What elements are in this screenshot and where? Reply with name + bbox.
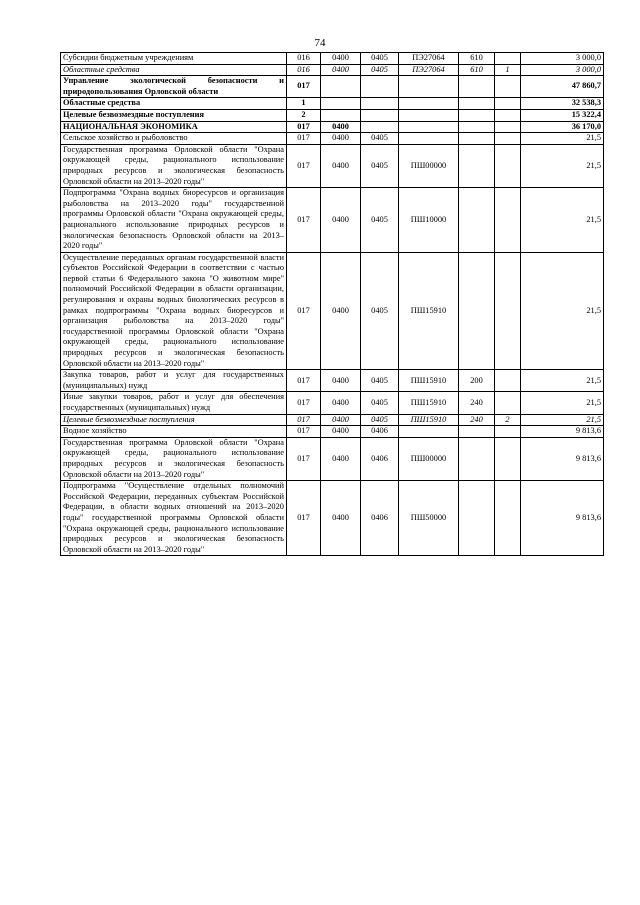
cell-subsection-code: 0405 <box>361 188 399 253</box>
cell-funding-source <box>495 121 521 133</box>
cell-name: Государственная программа Орловской области "Охрана окружающей среды, рационального использование природных ресурсов и экологическая безопасность Орловской области на 2013–2020 годы" <box>61 437 287 480</box>
cell-amount: 9 813,6 <box>521 437 604 480</box>
cell-expense-type: 200 <box>459 370 495 392</box>
cell-funding-source <box>495 481 521 556</box>
cell-target-article <box>399 121 459 133</box>
cell-target-article <box>399 426 459 438</box>
cell-funding-source <box>495 392 521 414</box>
cell-name: Целевые безвозмездные поступления <box>61 414 287 426</box>
cell-amount: 9 813,6 <box>521 481 604 556</box>
cell-target-article <box>399 98 459 110</box>
cell-name: Осуществление переданных органам государственной власти субъектов Российской Федерации в соответствии с частью первой статьи 6 Федерального закона "О животном мире" полномочий Российской Федерации в области организации, регулирования и охраны водных биологических ресурсов в рамках подпрограммы "Охрана водных биоресурсов и организация рыболовства на 2013–2020 годы" государственной программы Орловской области "Охрана окружающей среды, рационального использование природных ресурсов и экологическая безопасность Орловской области на 2013–2020 годы" <box>61 252 287 370</box>
cell-expense-type <box>459 188 495 253</box>
cell-amount: 21,5 <box>521 188 604 253</box>
cell-target-article: ПШ15910 <box>399 370 459 392</box>
cell-amount: 21,5 <box>521 252 604 370</box>
cell-subsection-code: 0405 <box>361 133 399 145</box>
table-row <box>61 414 604 426</box>
cell-amount: 15 322,4 <box>521 109 604 121</box>
cell-subsection-code: 0406 <box>361 426 399 438</box>
cell-funding-source <box>495 109 521 121</box>
cell-funding-source <box>495 426 521 438</box>
cell-name: Целевые безвозмездные поступления <box>61 109 287 121</box>
cell-ministry-code: 017 <box>287 144 321 187</box>
cell-target-article: ПШ00000 <box>399 144 459 187</box>
cell-amount: 47 860,7 <box>521 76 604 98</box>
cell-name: Областные средства <box>61 64 287 76</box>
cell-funding-source <box>495 437 521 480</box>
cell-section-code: 0400 <box>321 133 361 145</box>
table-row <box>61 98 604 110</box>
cell-expense-type: 240 <box>459 414 495 426</box>
cell-ministry-code: 017 <box>287 188 321 253</box>
cell-amount: 36 170,0 <box>521 121 604 133</box>
cell-funding-source: 1 <box>495 64 521 76</box>
cell-amount: 21,5 <box>521 133 604 145</box>
cell-subsection-code: 0405 <box>361 53 399 65</box>
cell-ministry-code: 016 <box>287 64 321 76</box>
cell-target-article: ПШ15910 <box>399 392 459 414</box>
table-row <box>61 133 604 145</box>
cell-name: Иные закупки товаров, работ и услуг для обеспечения государственных (муниципальных) нужд <box>61 392 287 414</box>
cell-subsection-code: 0405 <box>361 370 399 392</box>
cell-target-article: ПШ15910 <box>399 252 459 370</box>
cell-section-code <box>321 98 361 110</box>
cell-name: Подпрограмма "Осуществление отдельных полномочий Российской Федерации, переданных субъектам Российской Федерации, в области водных отношений на 2013–2020 годы" государственной программы Орловской области "Охрана окружающей среды, рационального использование природных ресурсов и экологическая безопасность Орловской области на 2013–2020 годы" <box>61 481 287 556</box>
cell-ministry-code: 017 <box>287 481 321 556</box>
cell-expense-type <box>459 144 495 187</box>
table-row <box>61 109 604 121</box>
cell-expense-type: 610 <box>459 53 495 65</box>
cell-section-code: 0400 <box>321 121 361 133</box>
table-row <box>61 252 604 370</box>
table-row <box>61 64 604 76</box>
cell-name: Сельское хозяйство и рыболовство <box>61 133 287 145</box>
cell-subsection-code: 0405 <box>361 252 399 370</box>
cell-name: Подпрограмма "Охрана водных биоресурсов и организация рыболовства на 2013–2020 годы" государственной программы Орловской области "Охрана окружающей среды, рационального использование природных ресурсов и экологическая безопасность Орловской области на 2013–2020 годы" <box>61 188 287 253</box>
cell-expense-type <box>459 481 495 556</box>
table-row <box>61 426 604 438</box>
cell-target-article: ПШ15910 <box>399 414 459 426</box>
cell-amount: 9 813,6 <box>521 426 604 438</box>
table-row <box>61 121 604 133</box>
table-row <box>61 188 604 253</box>
cell-expense-type <box>459 437 495 480</box>
cell-subsection-code <box>361 98 399 110</box>
cell-target-article: ПШ50000 <box>399 481 459 556</box>
cell-funding-source <box>495 53 521 65</box>
cell-target-article: ПЭ27064 <box>399 64 459 76</box>
cell-funding-source <box>495 188 521 253</box>
cell-expense-type <box>459 121 495 133</box>
cell-amount: 3 000,0 <box>521 53 604 65</box>
cell-ministry-code: 017 <box>287 414 321 426</box>
cell-amount: 32 538,3 <box>521 98 604 110</box>
cell-section-code: 0400 <box>321 53 361 65</box>
cell-subsection-code: 0406 <box>361 437 399 480</box>
cell-funding-source <box>495 98 521 110</box>
cell-expense-type <box>459 98 495 110</box>
cell-funding-source <box>495 133 521 145</box>
cell-section-code: 0400 <box>321 64 361 76</box>
cell-target-article <box>399 76 459 98</box>
cell-ministry-code: 017 <box>287 121 321 133</box>
table-row <box>61 481 604 556</box>
cell-subsection-code <box>361 121 399 133</box>
cell-expense-type: 610 <box>459 64 495 76</box>
table-row <box>61 53 604 65</box>
cell-target-article: ПШ00000 <box>399 437 459 480</box>
cell-target-article <box>399 133 459 145</box>
table-row <box>61 76 604 98</box>
cell-section-code: 0400 <box>321 370 361 392</box>
cell-section-code: 0400 <box>321 144 361 187</box>
cell-ministry-code: 017 <box>287 437 321 480</box>
cell-name: Закупка товаров, работ и услуг для государственных (муниципальных) нужд <box>61 370 287 392</box>
cell-ministry-code: 1 <box>287 98 321 110</box>
cell-name: Государственная программа Орловской области "Охрана окружающей среды, рационального использование природных ресурсов и экологическая безопасность Орловской области на 2013–2020 годы" <box>61 144 287 187</box>
cell-subsection-code: 0405 <box>361 64 399 76</box>
table-row <box>61 392 604 414</box>
cell-target-article: ПШ10000 <box>399 188 459 253</box>
table-body <box>61 53 604 556</box>
page-number: 74 <box>314 37 326 49</box>
cell-name: Управление экологической безопасности и природопользования Орловской области <box>61 76 287 98</box>
cell-ministry-code: 017 <box>287 76 321 98</box>
cell-amount: 21,5 <box>521 144 604 187</box>
cell-ministry-code: 017 <box>287 252 321 370</box>
cell-subsection-code: 0406 <box>361 481 399 556</box>
cell-funding-source: 2 <box>495 414 521 426</box>
cell-section-code: 0400 <box>321 188 361 253</box>
table-row <box>61 144 604 187</box>
cell-subsection-code: 0405 <box>361 414 399 426</box>
cell-funding-source <box>495 76 521 98</box>
cell-section-code <box>321 76 361 98</box>
cell-ministry-code: 017 <box>287 392 321 414</box>
cell-section-code: 0400 <box>321 426 361 438</box>
cell-amount: 21,5 <box>521 392 604 414</box>
cell-expense-type <box>459 76 495 98</box>
cell-section-code: 0400 <box>321 392 361 414</box>
cell-expense-type <box>459 426 495 438</box>
table-row <box>61 437 604 480</box>
cell-name: Областные средства <box>61 98 287 110</box>
cell-ministry-code: 017 <box>287 426 321 438</box>
cell-section-code: 0400 <box>321 414 361 426</box>
cell-section-code <box>321 109 361 121</box>
cell-funding-source <box>495 370 521 392</box>
cell-ministry-code: 016 <box>287 53 321 65</box>
cell-subsection-code: 0405 <box>361 144 399 187</box>
cell-name: Субсидии бюджетным учреждениям <box>61 53 287 65</box>
cell-expense-type <box>459 109 495 121</box>
cell-ministry-code: 017 <box>287 370 321 392</box>
cell-funding-source <box>495 252 521 370</box>
cell-section-code: 0400 <box>321 252 361 370</box>
cell-subsection-code <box>361 109 399 121</box>
cell-ministry-code: 017 <box>287 133 321 145</box>
cell-name: НАЦИОНАЛЬНАЯ ЭКОНОМИКА <box>61 121 287 133</box>
cell-target-article: ПЭ27064 <box>399 53 459 65</box>
cell-section-code: 0400 <box>321 437 361 480</box>
cell-expense-type <box>459 252 495 370</box>
cell-expense-type: 240 <box>459 392 495 414</box>
cell-subsection-code <box>361 76 399 98</box>
cell-ministry-code: 2 <box>287 109 321 121</box>
table-row <box>61 370 604 392</box>
cell-funding-source <box>495 144 521 187</box>
budget-table <box>60 52 604 556</box>
cell-section-code: 0400 <box>321 481 361 556</box>
cell-amount: 3 000,0 <box>521 64 604 76</box>
cell-amount: 21,5 <box>521 370 604 392</box>
cell-subsection-code: 0405 <box>361 392 399 414</box>
cell-expense-type <box>459 133 495 145</box>
cell-name: Водное хозяйство <box>61 426 287 438</box>
cell-target-article <box>399 109 459 121</box>
cell-amount: 21,5 <box>521 414 604 426</box>
